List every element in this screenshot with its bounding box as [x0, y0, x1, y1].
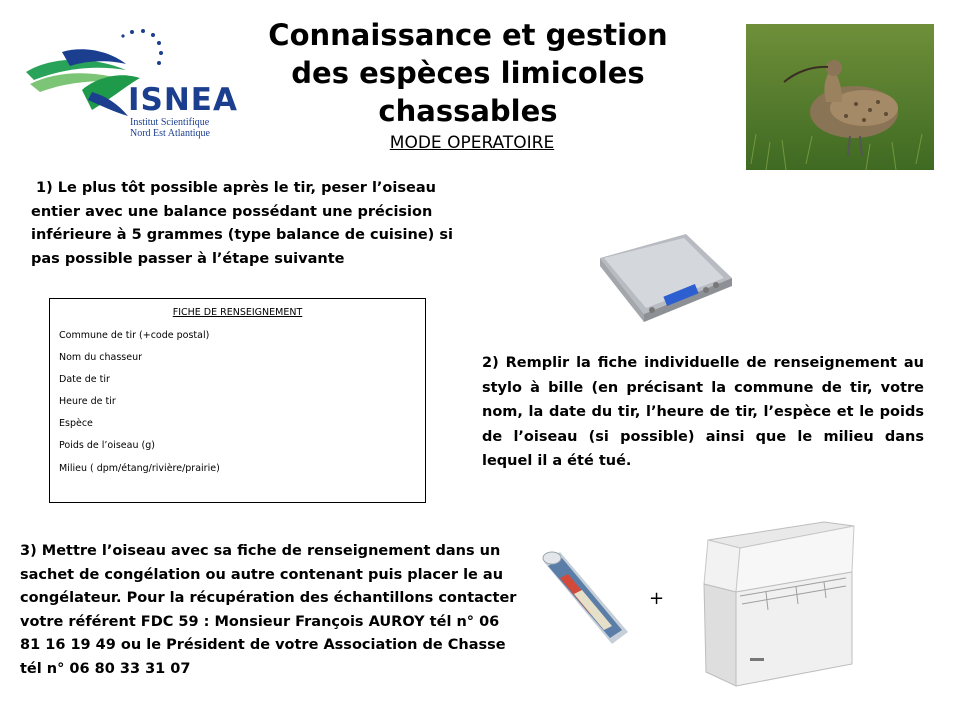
form-field-commune: Commune de tir (+code postal) — [59, 330, 210, 341]
step-2-instructions: 2) Remplir la fiche individuelle de renseignement au stylo à bille (en précisant la commune de tir, votre nom, la date du tir, l’heure de tir, l’espèce et le poids de l’oiseau (si possible) ainsi que le milieu dans lequel il a été tué. — [482, 355, 924, 469]
freezer-bag-roll-image — [538, 548, 632, 650]
chest-freezer-icon — [696, 518, 858, 688]
plus-sign: + — [649, 588, 665, 609]
form-field-milieu: Milieu ( dpm/étang/rivière/prairie) — [59, 463, 220, 474]
step-3-line2: sachet de congélation ou autre contenant puis placer le au — [20, 566, 504, 583]
form-title: FICHE DE RENSEIGNEMENT — [172, 307, 303, 318]
page-subtitle: MODE OPERATOIRE — [389, 133, 555, 153]
step-1-line3: inférieure à 5 grammes (type balance de cuisine) si — [31, 227, 453, 243]
form-field-espece: Espèce — [59, 418, 93, 429]
form-field-poids: Poids de l’oiseau (g) — [59, 440, 155, 451]
step-3-line5: 81 16 19 49 ou le Président de votre Association de Chasse — [20, 637, 506, 653]
step-3-line6: tél n° 06 80 33 31 07 — [20, 660, 191, 677]
chest-freezer-image — [696, 518, 858, 688]
step-1-line2: entier avec une balance possédant une précision — [31, 203, 433, 220]
page-title-line3: chassables — [378, 94, 558, 128]
form-field-heure: Heure de tir — [59, 396, 116, 407]
form-field-date: Date de tir — [59, 374, 110, 385]
fiche-renseignement-form — [49, 298, 426, 503]
step-3-instructions — [20, 540, 532, 681]
page-title-line1: Connaissance et gestion — [268, 18, 668, 52]
curlew-bird-icon — [746, 24, 934, 170]
curlew-photo — [746, 24, 934, 170]
page-title-line2: des espèces limicoles — [291, 56, 645, 90]
logo-subtitle-line1: Institut Scientifique — [130, 117, 210, 128]
form-field-nom-chasseur: Nom du chasseur — [59, 352, 142, 363]
step-3-line4: votre référent FDC 59 : Monsieur François AUROY tél n° 06 — [20, 613, 500, 630]
step-1-instructions — [31, 177, 461, 271]
step-3-line3: congélateur. Pour la récupération des échantillons contacter — [20, 590, 517, 606]
step-3-line1: 3) Mettre l’oiseau avec sa fiche de renseignement dans un — [20, 543, 501, 559]
kitchen-scale-icon — [594, 228, 736, 324]
logo-subtitle-line2: Nord Est Atlantique — [130, 128, 210, 139]
logo-wordmark: ISNEA — [128, 82, 238, 118]
freezer-bag-roll-icon — [538, 548, 632, 650]
step-1-line4: pas possible passer à l’étape suivante — [31, 250, 345, 267]
kitchen-scale-image — [594, 228, 736, 324]
step-1-line1: 1) Le plus tôt possible après le tir, peser l’oiseau — [36, 180, 436, 196]
